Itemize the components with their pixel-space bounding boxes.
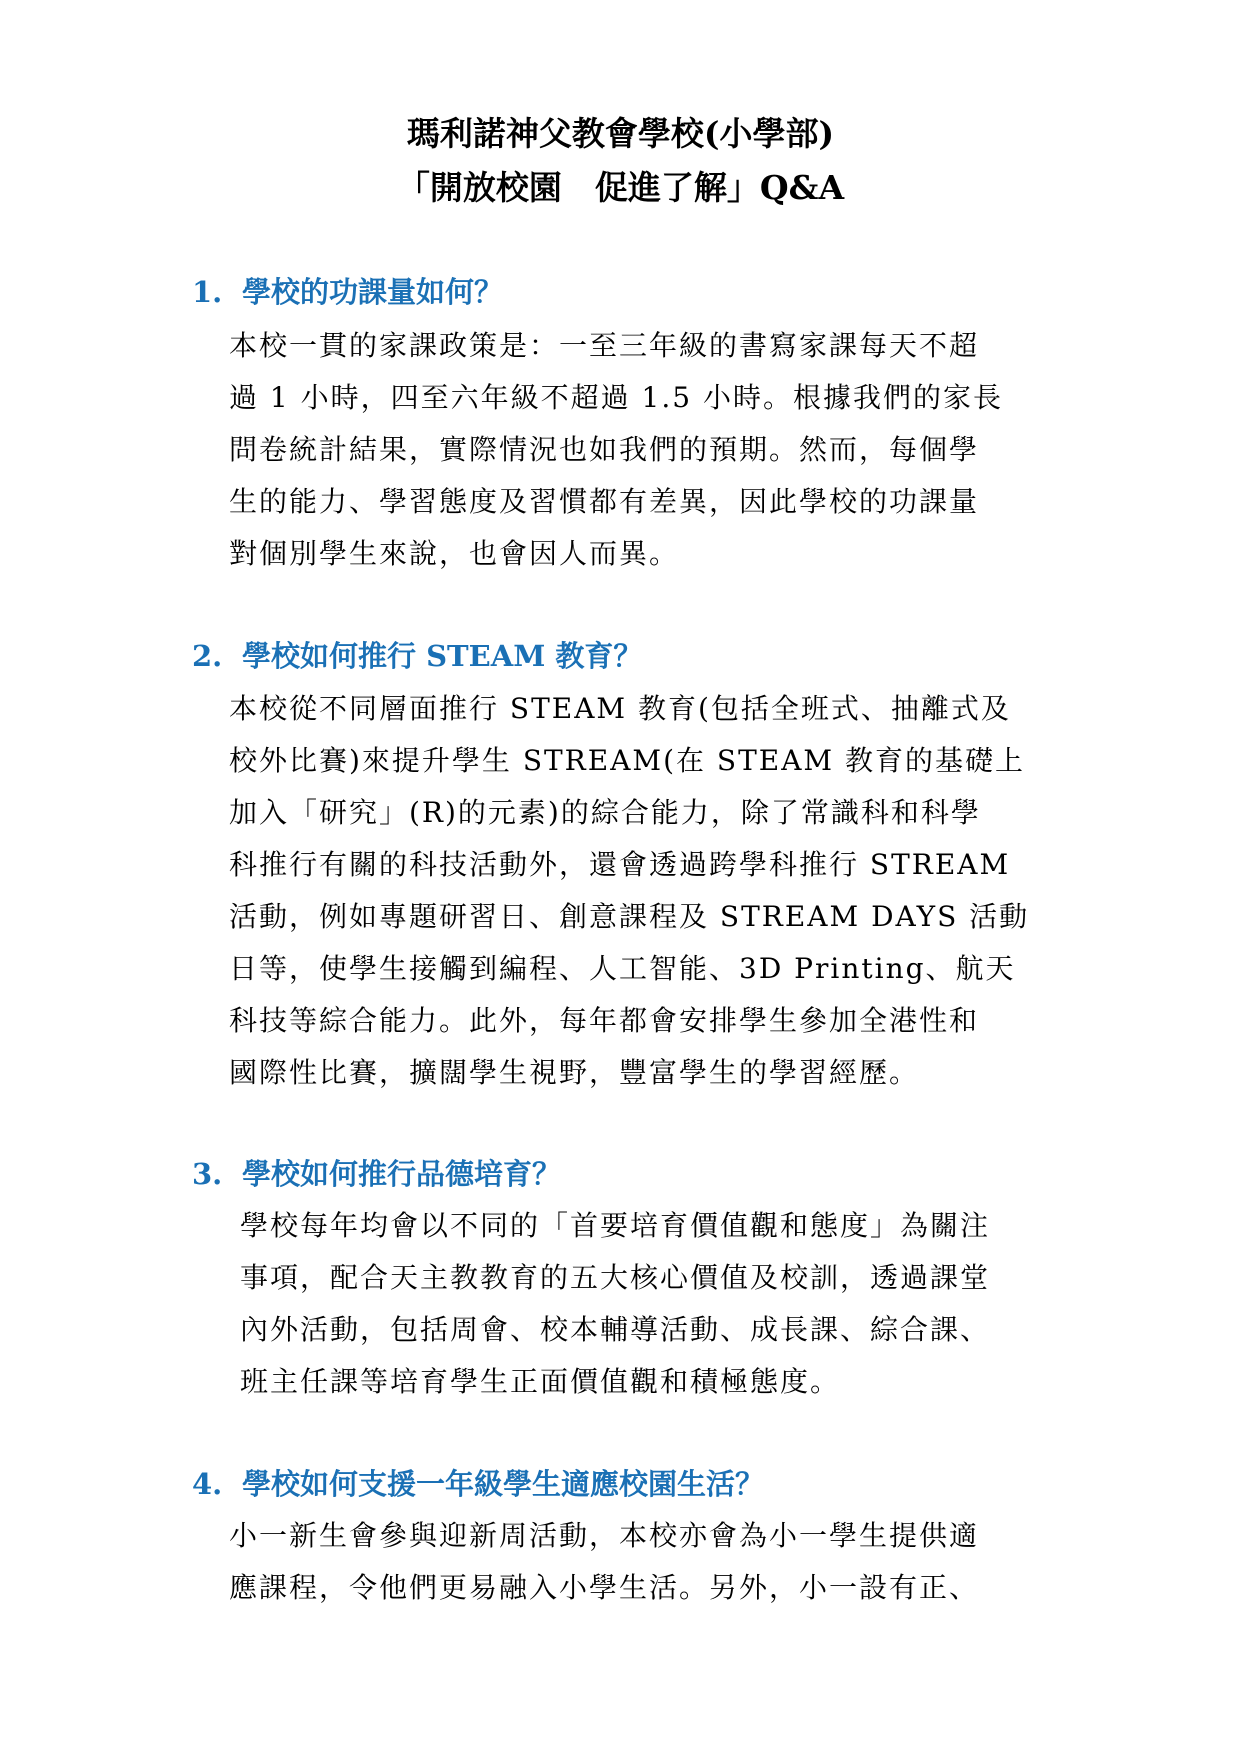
question-number: 2. <box>192 639 223 673</box>
answer-4 <box>229 1510 1059 1614</box>
question-number: 1. <box>192 275 223 309</box>
answer-line: 科推行有關的科技活動外，還會透過跨學科推行 STREAM <box>229 848 1011 881</box>
answer-line: 過 1 小時，四至六年級不超過 1.5 小時。根據我們的家長 <box>229 381 1003 414</box>
question-heading-2 <box>192 636 642 676</box>
answer-line: 科技等綜合能力。此外，每年都會安排學生參加全港性和 <box>229 1004 980 1037</box>
question-number: 3. <box>192 1157 223 1191</box>
answer-3 <box>240 1200 1060 1408</box>
answer-line: 本校從不同層面推行 STEAM 教育(包括全班式、抽離式及 <box>229 692 1011 725</box>
answer-line: 學校每年均會以不同的「首要培育價值觀和態度」為關注 <box>240 1209 991 1242</box>
answer-line: 日等，使學生接觸到編程、人工智能、3D Printing、航天 <box>229 952 1016 985</box>
answer-line: 加入「研究」(R)的元素)的綜合能力，除了常識科和科學 <box>229 796 981 829</box>
question-heading-1 <box>192 272 503 312</box>
answer-line: 校外比賽)來提升學生 STREAM(在 STEAM 教育的基礎上 <box>229 744 1026 777</box>
answer-line: 國際性比賽，擴闊學生視野，豐富學生的學習經歷。 <box>229 1056 920 1089</box>
answer-2 <box>229 683 1059 1099</box>
document-subtitle: 「開放校園 促進了解」Q&A <box>396 168 845 207</box>
answer-line: 內外活動，包括周會、校本輔導活動、成長課、綜合課、 <box>240 1313 991 1346</box>
question-text: 學校如何推行品德培育？ <box>242 1157 562 1191</box>
answer-line: 班主任課等培育學生正面價值觀和積極態度。 <box>240 1365 841 1398</box>
question-text: 學校如何支援一年級學生適應校園生活？ <box>242 1467 765 1501</box>
answer-line: 應課程，令他們更易融入小學生活。另外，小一設有正、 <box>229 1571 980 1604</box>
document-title: 瑪利諾神父教會學校(小學部) <box>406 114 835 153</box>
question-number: 4. <box>192 1467 223 1501</box>
answer-line: 生的能力、學習態度及習慣都有差異，因此學校的功課量 <box>229 485 980 518</box>
question-heading-3 <box>192 1154 561 1194</box>
answer-line: 事項，配合天主教教育的五大核心價值及校訓，透過課堂 <box>240 1261 991 1294</box>
answer-line: 本校一貫的家課政策是：一至三年級的書寫家課每天不超 <box>229 329 980 362</box>
answer-line: 問卷統計結果，實際情況也如我們的預期。然而，每個學 <box>229 433 980 466</box>
question-heading-4 <box>192 1464 764 1504</box>
question-text: 學校如何推行 STEAM 教育？ <box>242 639 643 673</box>
answer-line: 小一新生會參與迎新周活動，本校亦會為小一學生提供適 <box>229 1519 980 1552</box>
answer-line: 對個別學生來說，也會因人而異。 <box>229 537 680 570</box>
answer-line: 活動，例如專題研習日、創意課程及 STREAM DAYS 活動 <box>229 900 1030 933</box>
question-text: 學校的功課量如何？ <box>242 275 504 309</box>
answer-1 <box>229 320 1059 580</box>
